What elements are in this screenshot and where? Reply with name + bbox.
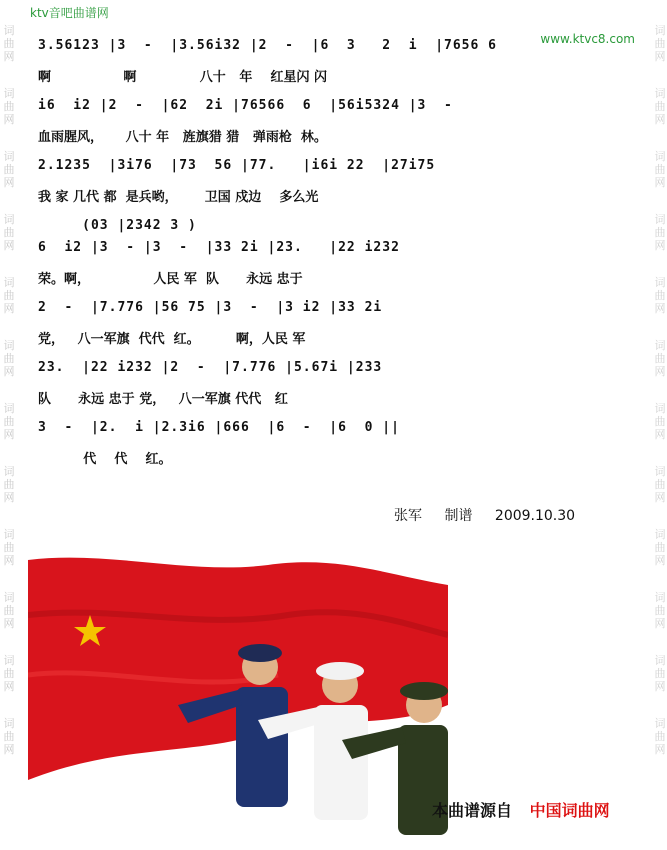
lyric-line: 党， 八一军旗 代代 红。 啊，人民 军 [38, 332, 306, 347]
score-row [38, 300, 638, 360]
credit-role: 制谱 [444, 508, 473, 524]
lyric-line: 代 代 红。 [38, 452, 172, 467]
score-row [38, 360, 638, 420]
site-watermark-left: ktv音吧曲谱网 [30, 6, 109, 20]
note-line: 3 - |2. i |2.3i6 |666 |6 - |6 0 || [38, 420, 400, 435]
score-row [38, 158, 638, 218]
score-row-interlude [38, 218, 638, 240]
left-watermark-column: 词 曲 网 词 曲 网 词 曲 网 词 曲 网 词 曲 网 词 曲 网 词 曲 网 词 曲 网 词 曲 网 词 曲 网 词 曲 网 词 曲 网 [3, 24, 15, 756]
site-watermark-right: www.ktvc8.com [540, 32, 635, 46]
note-line: 2 - |7.776 |56 75 |3 - |3 i2 |33 2i [38, 300, 383, 315]
note-line: 3.56123 |3 - |3.56i32 |2 - |6 3 2 i |7656 6 [38, 38, 497, 53]
note-line: 6 i2 |3 - |3 - |33 2i |23. |22 i232 [38, 240, 400, 255]
lyric-line: 我 家 几代 都 是兵哟， 卫国 戍边 多么光 [38, 190, 319, 205]
note-line: i6 i2 |2 - |62 2i |76566 6 |56i5324 |3 - [38, 98, 453, 113]
source-footer [432, 798, 610, 821]
source-site-link[interactable]: 中国词曲网 [529, 801, 610, 820]
lyric-line: 队 永远 忠于 党， 八一军旗 代代 红 [38, 392, 288, 407]
score-row [38, 98, 638, 158]
score-row [38, 38, 638, 98]
right-watermark-column: 词 曲 网 词 曲 网 词 曲 网 词 曲 网 词 曲 网 词 曲 网 词 曲 网 词 曲 网 词 曲 网 词 曲 网 词 曲 网 词 曲 网 [654, 24, 666, 756]
lyric-line: 荣。啊， 人民 军 队 永远 忠于 [38, 272, 303, 287]
score-row [38, 420, 638, 480]
note-line: (03 |2342 3 ) [38, 218, 197, 233]
score-credit [394, 505, 593, 525]
credit-author: 张军 [394, 508, 422, 524]
flag-soldiers-image [28, 555, 448, 835]
note-line: 23. |22 i232 |2 - |7.776 |5.67i |233 [38, 360, 383, 375]
score-row [38, 240, 638, 300]
note-line: 2.1235 |3i76 |73 56 |77. |i6i 22 |27i75 [38, 158, 436, 173]
flag-illustration [28, 555, 448, 835]
source-prefix: 本曲谱源自 [432, 801, 513, 820]
credit-date: 2009.10.30 [494, 508, 576, 524]
jianpu-score [38, 38, 638, 480]
lyric-line: 啊 啊 八十 年 红星闪 闪 [38, 70, 327, 85]
lyric-line: 血雨腥风， 八十 年 旌旗猎 猎 弹雨枪 林。 [38, 130, 327, 145]
